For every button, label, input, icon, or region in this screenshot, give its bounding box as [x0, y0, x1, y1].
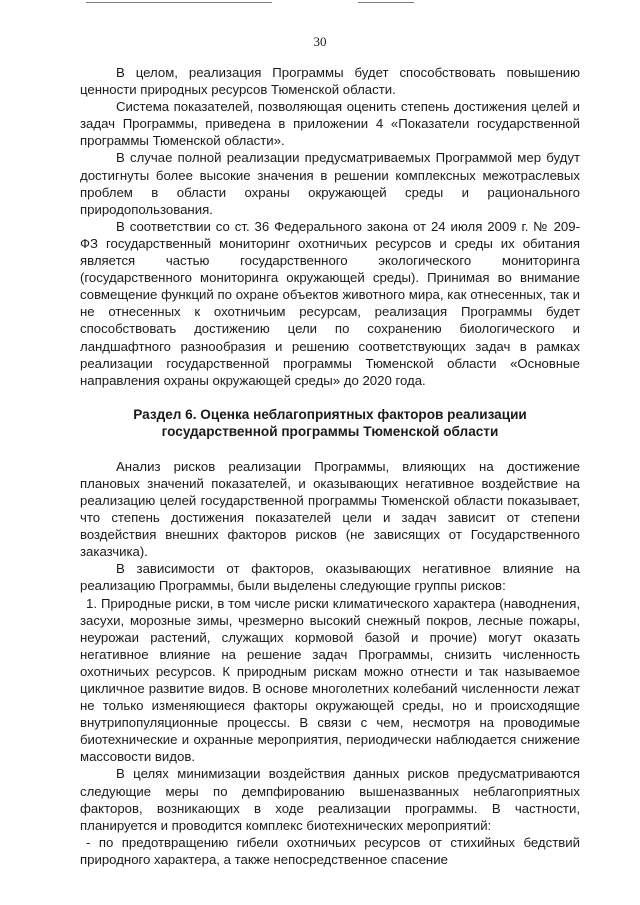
paragraph-natural-risks: 1. Природные риски, в том числе риски климатического характера (наводнения, засухи, морозные зимы, чрезмерно высокий снежный покров, лесные пожары, неурожаи растений, служащих кормовой базой и прочие) могут оказать негативное влияние на решение задач Программы, снизить численность охотничьих ресурсов. К природным рискам можно отнести и так называемое цикличное развитие видов. В основе многолетних колебаний численности лежат не только изменяющиеся факторы окружающей среды, но и происходящие внутрипопуляционные процессы. В связи с чем, несмотря на проводимые биотехнические и охранные мероприятия, периодически наблюдается снижение массовости видов.	[80, 595, 580, 765]
paragraph-programme-value: В целом, реализация Программы будет способствовать повышению ценности природных ресурсов Тюменской области.	[80, 65, 580, 98]
paragraph-federal-law: В соответствии со ст. 36 Федерального закона от 24 июля 2009 г. № 209-ФЗ государственный мониторинг охотничьих ресурсов и среды их обитания является частью государственного экологического мониторинга (государственного мониторинга окружающей среды). Принимая во внимание совмещение функций по охране объектов животного мира, как отнесенных, так и не отнесенных к охотничьим ресурсам, реализация Программы будет способствовать достижению цели по сохранению биологического и ландшафтного разнообразия и решению соответствующих задач в рамках реализации государственной программы Тюменской области «Основные направления охраны окружающей среды» до 2020 года.	[80, 218, 580, 388]
top-edge-line-left	[86, 2, 272, 3]
paragraph-mitigation: В целях минимизации воздействия данных рисков предусматриваются следующие меры по демпфированию вышеназванных неблагоприятных факторов, возникающих в ходе реализации программы. В частности, планируется и проводится комплекс биотехнических мероприятий:	[80, 766, 580, 833]
paragraph-full-implementation: В случае полной реализации предусматриваемых Программой мер будут достигнуты более высокие значения в решении комплексных межотраслевых проблем в области охраны окружающей среды и рационального природопользования.	[80, 150, 580, 217]
paragraph-risk-analysis: Анализ рисков реализации Программы, влияющих на достижение плановых значений показателей, и оказывающих негативное воздействие на реализацию целей государственной программы Тюменской области показывает, что степень достижения показателей цели и задач зависит от степени воздействия внешних факторов рисков (не зависящих от Государственного заказчика).	[80, 458, 580, 560]
paragraph-risk-groups: В зависимости от факторов, оказывающих негативное влияние на реализацию Программы, были выделены следующие группы рисков:	[80, 561, 580, 594]
document-body	[80, 64, 580, 868]
section-heading: Раздел 6. Оценка неблагоприятных факторов реализации государственной программы Тюменской области	[133, 406, 527, 440]
list-item-prevention: - по предотвращению гибели охотничьих ресурсов от стихийных бедствий природного характера, а также непосредственное спасение	[80, 834, 580, 867]
paragraph-indicator-system: Система показателей, позволяющая оценить степень достижения целей и задач Программы, приведена в приложении 4 «Показатели государственной программы Тюменской области».	[80, 99, 580, 149]
page-number: 30	[313, 34, 327, 49]
top-edge-line-right	[358, 2, 414, 3]
